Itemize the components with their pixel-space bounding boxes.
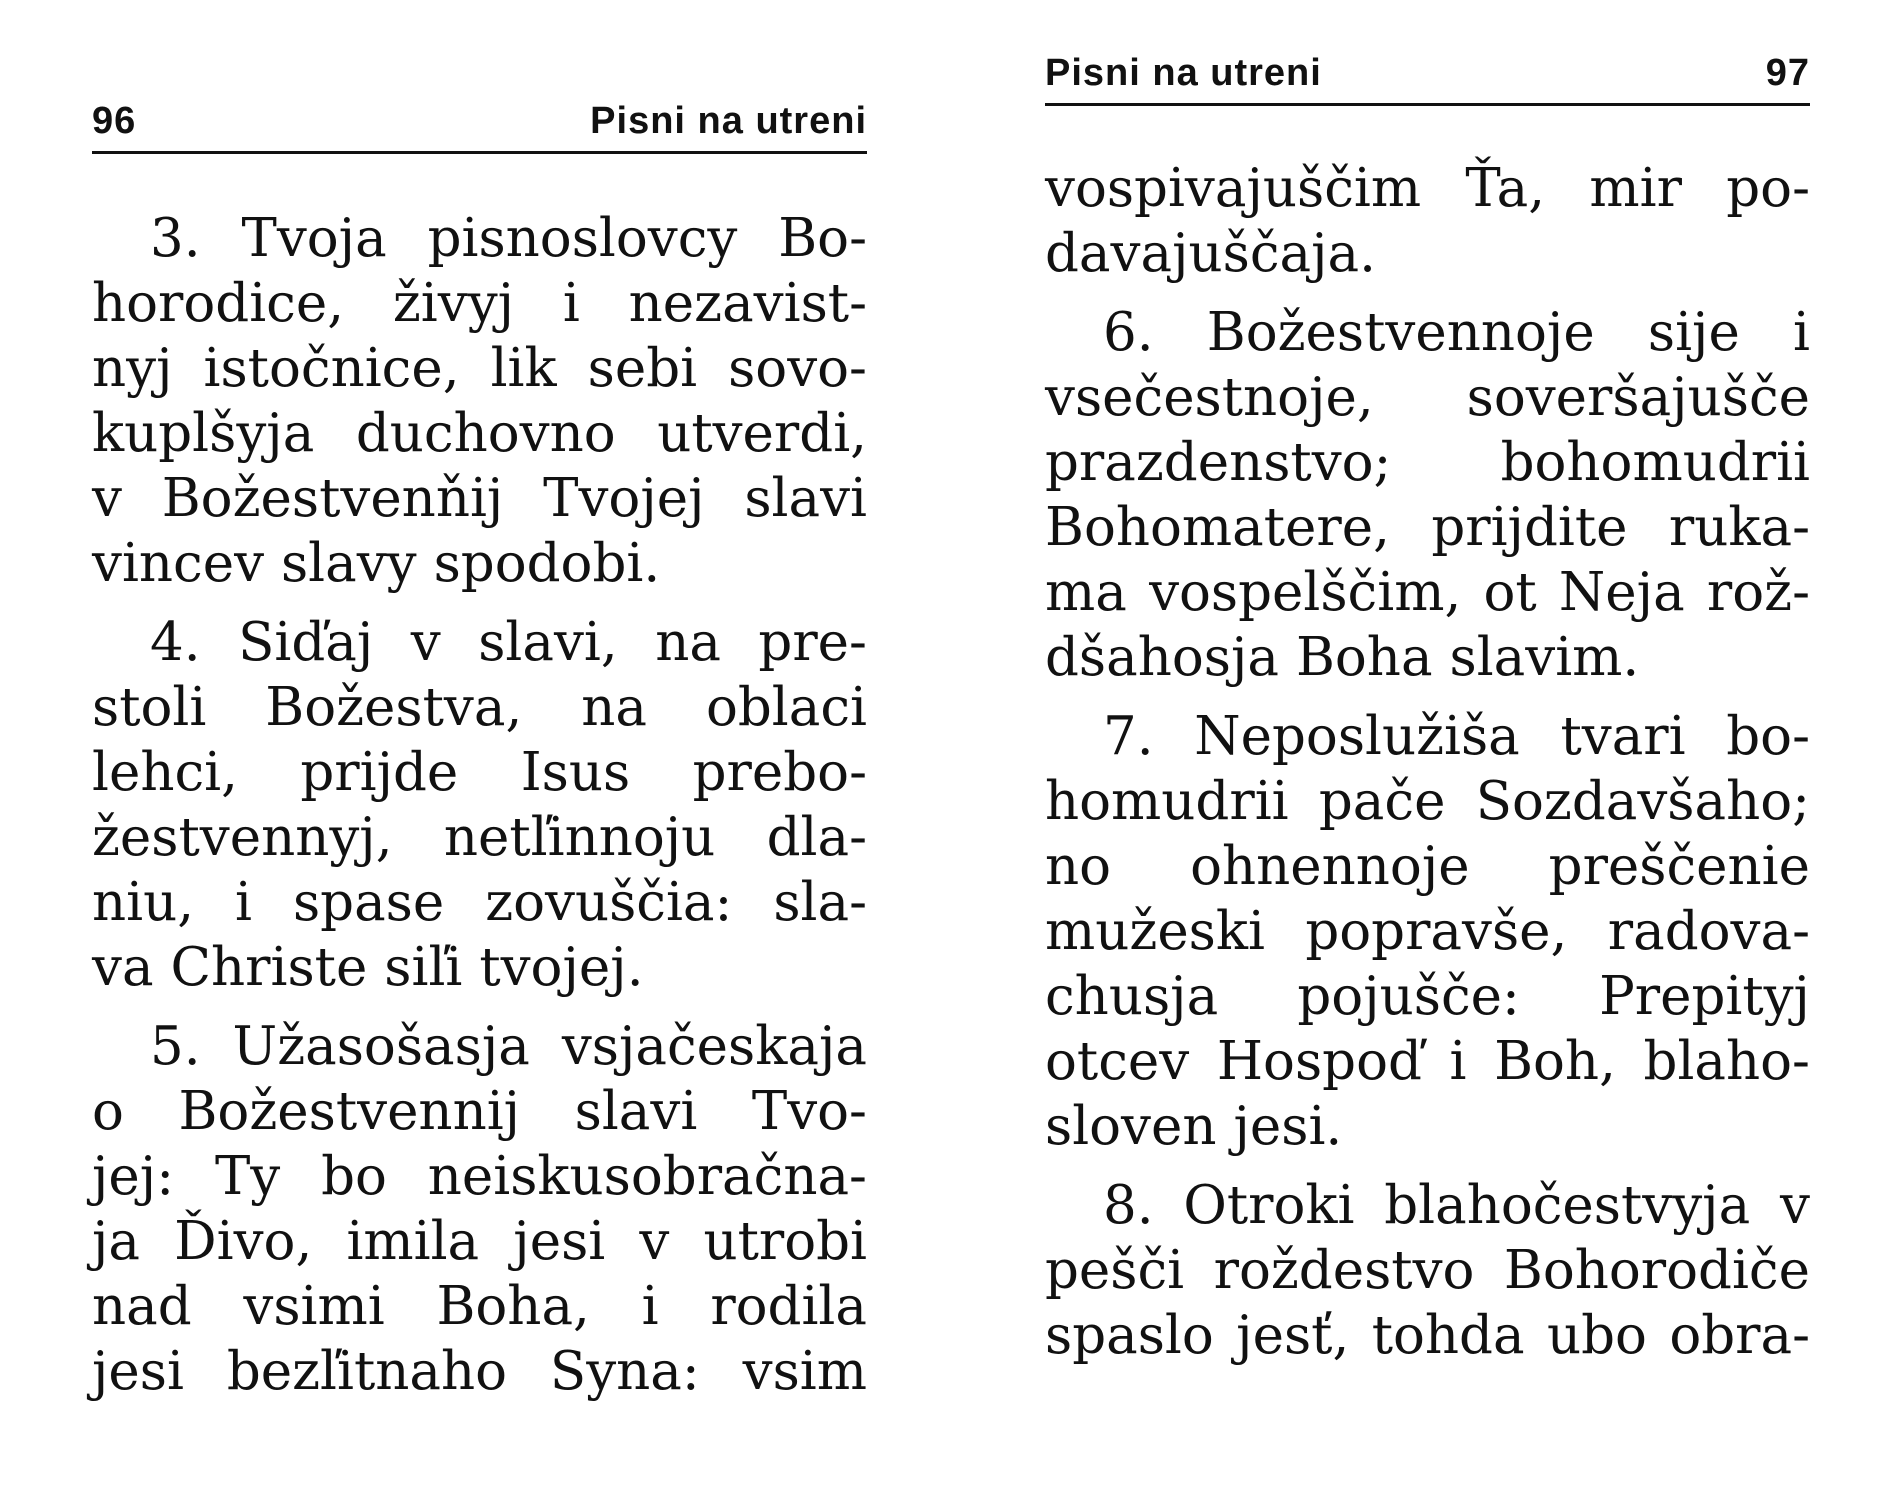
word: mir (1589, 158, 1682, 219)
word: i (1449, 1031, 1467, 1092)
word: 6. (1103, 302, 1154, 363)
text-line (92, 336, 867, 401)
paragraph-gap (1045, 286, 1810, 300)
word: mužeski (1045, 901, 1265, 962)
word: ubo (1546, 1305, 1647, 1366)
word: 4. (150, 612, 201, 673)
text-line (1045, 899, 1810, 964)
word: v (92, 468, 122, 529)
text-line (1045, 704, 1810, 769)
word: Isus (520, 742, 631, 803)
word: Hospoď (1216, 1031, 1422, 1092)
text-line (92, 1144, 867, 1209)
word: slavi, (478, 612, 618, 673)
right-running-title: Pisni na utreni (1045, 52, 1322, 94)
left-page-number: 96 (92, 100, 137, 142)
text-line (1045, 834, 1810, 899)
word: Christe (170, 937, 368, 998)
text-line (92, 1014, 867, 1079)
word: davajuščaja. (1045, 223, 1376, 284)
paragraph-gap (1045, 690, 1810, 704)
word: preščenie (1548, 836, 1810, 897)
paragraph (92, 1014, 867, 1404)
text-line (92, 870, 867, 935)
word: sloven (1045, 1096, 1217, 1157)
paragraph (1045, 156, 1810, 286)
word: prijdite (1431, 497, 1628, 558)
text-line (1045, 1173, 1810, 1238)
word: prazdenstvo; (1045, 432, 1392, 493)
word: Sozdavšaho; (1475, 771, 1810, 832)
word: Božestvenňij (161, 468, 504, 529)
word: duchovno (355, 403, 616, 464)
word: ot (1483, 562, 1537, 623)
word: 7. (1103, 706, 1154, 767)
word: Bohomatere, (1045, 497, 1390, 558)
left-running-title: Pisni na utreni (590, 100, 867, 142)
left-page-header (92, 100, 867, 154)
word: vincev (92, 533, 265, 594)
text-line (1045, 1303, 1810, 1368)
text-line (92, 675, 867, 740)
paragraph (1045, 704, 1810, 1159)
word: siľi (384, 937, 463, 998)
word: radova- (1607, 901, 1810, 962)
word: po- (1726, 158, 1810, 219)
word: vospelščim, (1149, 562, 1462, 623)
word: i (235, 872, 252, 933)
word: slavi (574, 1081, 698, 1142)
word: dšahosja (1045, 627, 1279, 688)
word: jej: (92, 1146, 175, 1207)
right-page-body (1045, 156, 1810, 1368)
word: ohnennoje (1190, 836, 1470, 897)
text-line (1045, 221, 1810, 286)
word: Prepityj (1599, 966, 1810, 1027)
word: popravše, (1305, 901, 1568, 962)
word: Tvojej (543, 468, 705, 529)
word: bohomudrii (1500, 432, 1810, 493)
text-line (1045, 156, 1810, 221)
text-line (92, 206, 867, 271)
word: zovuščia: (485, 872, 733, 933)
word: homudrii (1045, 771, 1289, 832)
word: tohda (1371, 1305, 1525, 1366)
word: prebo- (692, 742, 867, 803)
word: sovo- (728, 338, 867, 399)
text-line (92, 740, 867, 805)
word: Tvo- (751, 1081, 867, 1142)
text-line (1045, 560, 1810, 625)
word: v (1780, 1175, 1810, 1236)
word: tvojej. (479, 937, 644, 998)
word: sije (1647, 302, 1740, 363)
word: oblaci (705, 677, 867, 738)
word: na (655, 612, 721, 673)
word: rodila (710, 1276, 867, 1337)
word: jesi (513, 1211, 606, 1272)
word: Tvoja (241, 208, 387, 269)
text-line (92, 531, 867, 596)
word: horodice, (92, 273, 345, 334)
word: v (639, 1211, 670, 1272)
word: dla- (766, 807, 867, 868)
word: o (92, 1081, 124, 1142)
word: obra- (1669, 1305, 1810, 1366)
word: Syna: (549, 1341, 700, 1402)
word: roždestvo (1213, 1240, 1475, 1301)
text-line (92, 610, 867, 675)
word: slavim. (1449, 627, 1640, 688)
text-line (1045, 625, 1810, 690)
word: lehci, (92, 742, 238, 803)
paragraph (92, 206, 867, 596)
word: Neposlužiša (1194, 706, 1520, 767)
word: vospivajuščim (1045, 158, 1422, 219)
word: spodobi. (433, 533, 661, 594)
word: Božestvennoje (1206, 302, 1595, 363)
word: jesť, (1236, 1305, 1350, 1366)
word: no (1045, 836, 1112, 897)
word: pre- (758, 612, 867, 673)
word: jesi. (1233, 1096, 1343, 1157)
word: bezľitnaho (226, 1341, 508, 1402)
word: Neja (1558, 562, 1685, 623)
word: tvari (1560, 706, 1686, 767)
paragraph (1045, 300, 1810, 690)
word: vsim (742, 1341, 867, 1402)
text-line (92, 401, 867, 466)
word: stoli (92, 677, 207, 738)
right-page-header (1045, 52, 1810, 106)
word: 3. (150, 208, 201, 269)
word: sla- (773, 872, 867, 933)
text-line (92, 805, 867, 870)
word: utverdi, (657, 403, 867, 464)
word: utrobi (703, 1211, 867, 1272)
word: i (641, 1276, 659, 1337)
word: rož- (1706, 562, 1810, 623)
word: kuplšyja (92, 403, 315, 464)
word: žestvennyj, (92, 807, 393, 868)
word: otcev (1045, 1031, 1190, 1092)
word: pešči (1045, 1240, 1185, 1301)
word: Boha, (436, 1276, 590, 1337)
text-line (1045, 300, 1810, 365)
word: Siďaj (238, 612, 374, 673)
word: va (92, 937, 154, 998)
paragraph-gap (1045, 1159, 1810, 1173)
word: Božestvennij (178, 1081, 521, 1142)
word: Boh, (1494, 1031, 1616, 1092)
word: niu, (92, 872, 195, 933)
text-line (1045, 769, 1810, 834)
word: jesi (92, 1341, 184, 1402)
word: sebi (587, 338, 698, 399)
paragraph-gap (92, 596, 867, 610)
left-page (92, 100, 867, 1404)
word: na (581, 677, 647, 738)
word: spaslo (1045, 1305, 1214, 1366)
word: istočnice, (203, 338, 460, 399)
text-line (1045, 1029, 1810, 1094)
right-page-number: 97 (1765, 52, 1810, 94)
paragraph (1045, 1173, 1810, 1368)
left-page-body (92, 206, 867, 1404)
text-line (1045, 1094, 1810, 1159)
word: Užasošasja (232, 1016, 530, 1077)
text-line (92, 1079, 867, 1144)
word: živyj (392, 273, 515, 334)
word: 8. (1103, 1175, 1154, 1236)
right-page (1045, 52, 1810, 1368)
word: Božestva, (265, 677, 523, 738)
word: Bohorodiče (1503, 1240, 1810, 1301)
text-line (1045, 365, 1810, 430)
word: blaho- (1643, 1031, 1810, 1092)
text-line (1045, 430, 1810, 495)
word: vsečestnoje, (1045, 367, 1374, 428)
word: ruka- (1668, 497, 1810, 558)
word: nezavist- (628, 273, 867, 334)
word: Ďivo, (174, 1211, 313, 1272)
word: Otroki (1183, 1175, 1355, 1236)
word: nyj (92, 338, 173, 399)
paragraph-gap (92, 1000, 867, 1014)
word: ja (92, 1211, 141, 1272)
word: soveršajušče (1466, 367, 1810, 428)
word: ma (1045, 562, 1127, 623)
word: nad (92, 1276, 192, 1337)
text-line (92, 466, 867, 531)
word: spase (292, 872, 445, 933)
text-line (92, 1339, 867, 1404)
text-line (92, 935, 867, 1000)
word: 5. (150, 1016, 201, 1077)
word: vsjačeskaja (561, 1016, 867, 1077)
word: prijde (300, 742, 459, 803)
word: lik (490, 338, 557, 399)
word: neiskusobračna- (427, 1146, 867, 1207)
word: slavy (280, 533, 417, 594)
word: v (410, 612, 441, 673)
word: Boha (1295, 627, 1433, 688)
text-line (1045, 964, 1810, 1029)
text-line (1045, 1238, 1810, 1303)
word: bo (321, 1146, 387, 1207)
word: i (562, 273, 580, 334)
text-line (92, 1274, 867, 1339)
word: pače (1318, 771, 1446, 832)
text-line (92, 1209, 867, 1274)
word: i (1793, 302, 1810, 363)
word: pisnoslovcy (427, 208, 738, 269)
word: Bo- (778, 208, 867, 269)
text-line (1045, 495, 1810, 560)
word: Ťa, (1465, 158, 1546, 219)
paragraph (92, 610, 867, 1000)
word: blahočestvyja (1384, 1175, 1751, 1236)
word: netľinnoju (443, 807, 716, 868)
word: imila (346, 1211, 480, 1272)
text-line (92, 271, 867, 336)
word: chusja (1045, 966, 1219, 1027)
word: slavi (744, 468, 867, 529)
word: pojušče: (1297, 966, 1520, 1027)
word: bo- (1726, 706, 1810, 767)
word: Ty (214, 1146, 281, 1207)
word: vsimi (243, 1276, 385, 1337)
